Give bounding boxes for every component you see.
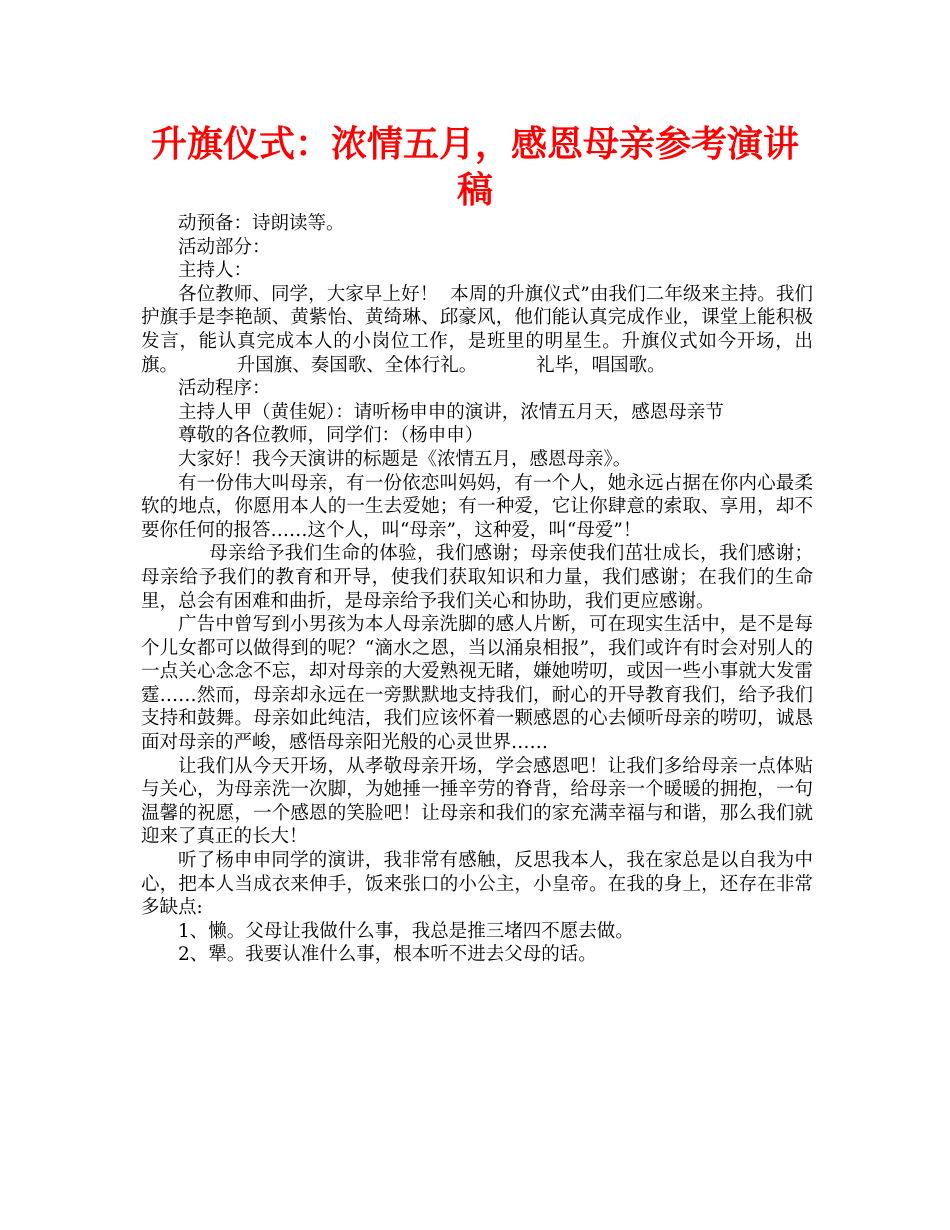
paragraph: 听了杨申申同学的演讲，我非常有感触，反思我本人，我在家总是以自我为中心，把本人当成衣来伸手，饭来张口的小公主，小皇帝。在我的身上，还存在非常多缺点: [141, 850, 813, 919]
paragraph: 2、犟。我要认准什么事，根本听不进去父母的话。 [178, 944, 597, 966]
paragraph: 主持人甲（黄佳妮）：请听杨申申的演讲，浓情五月天，感恩母亲节 [178, 401, 724, 423]
paragraph: 各位教师、同学，大家早上好！ 本周的升旗仪式”由我们二年级来主持。我们护旗手是李艳颉、黄紫怡、黄绮琳、邱豪风，他们能认真完成作业，课堂上能积极发言，能认真完成本人的小岗位工作，是班里的明星生。升旗仪式如今开场，出旗。 升国旗、奏国歌、全体行礼。 礼毕，唱国歌。 [141, 283, 813, 376]
paragraph: 有一份伟大叫母亲，有一份依恋叫妈妈，有一个人，她永远占据在你内心最柔软的地点，你愿用本人的一生去爱她；有一种爱，它让你肆意的索取、享用，却不要你任何的报答……这个人，叫“母亲”，这种爱，叫“母爱”！ [141, 472, 813, 541]
paragraph: 广告中曾写到小男孩为本人母亲洗脚的感人片断，可在现实生活中，是不是每个儿女都可以做得到的呢？“滴水之恩，当以涌泉相报”，我们或许有时会对别人的一点关心念念不忘，却对母亲的大爱熟视无睹，嫌她唠叨，或因一些小事就大发雷霆……然而，母亲却永远在一旁默默地支持我们，耐心的开导教育我们，给予我们支持和鼓舞。母亲如此纯洁，我们应该怀着一颗感恩的心去倾听母亲的唠叨，诚恳面对母亲的严峻，感悟母亲阳光般的心灵世界…… [141, 614, 813, 754]
document-title: 升旗仪式：浓情五月，感恩母亲参考演讲稿 [150, 124, 799, 211]
paragraph: 活动程序： [178, 378, 271, 400]
paragraph: 母亲给予我们生命的体验，我们感谢；母亲使我们茁壮成长，我们感谢；母亲给予我们的教育和开导，使我们获取知识和力量，我们感谢；在我们的生命里，总会有困难和曲折，是母亲给予我们关心和协助，我们更应感谢。 [141, 543, 813, 612]
paragraph: 活动部分： [178, 236, 271, 258]
paragraph: 主持人： [178, 260, 253, 282]
paragraph: 动预备：诗朗读等。 [178, 213, 345, 234]
paragraph: 大家好！我今天演讲的标题是《浓情五月，感恩母亲》。 [178, 448, 632, 470]
paragraph: 尊敬的各位教师，同学们：（杨申申） [178, 425, 484, 447]
paragraph: 1、懒。父母让我做什么事，我总是推三堵四不愿去做。 [178, 920, 634, 942]
document-body [141, 212, 813, 967]
paragraph: 让我们从今天开场，从孝敬母亲开场，学会感恩吧！让我们多给母亲一点体贴与关心，为母亲洗一次脚，为她捶一捶辛劳的脊背，给母亲一个暖暖的拥抱，一句温馨的祝愿，一个感恩的笑脸吧！让母亲和我们的家充满幸福与和谐，那么我们就迎来了真正的长大！ [141, 755, 813, 848]
